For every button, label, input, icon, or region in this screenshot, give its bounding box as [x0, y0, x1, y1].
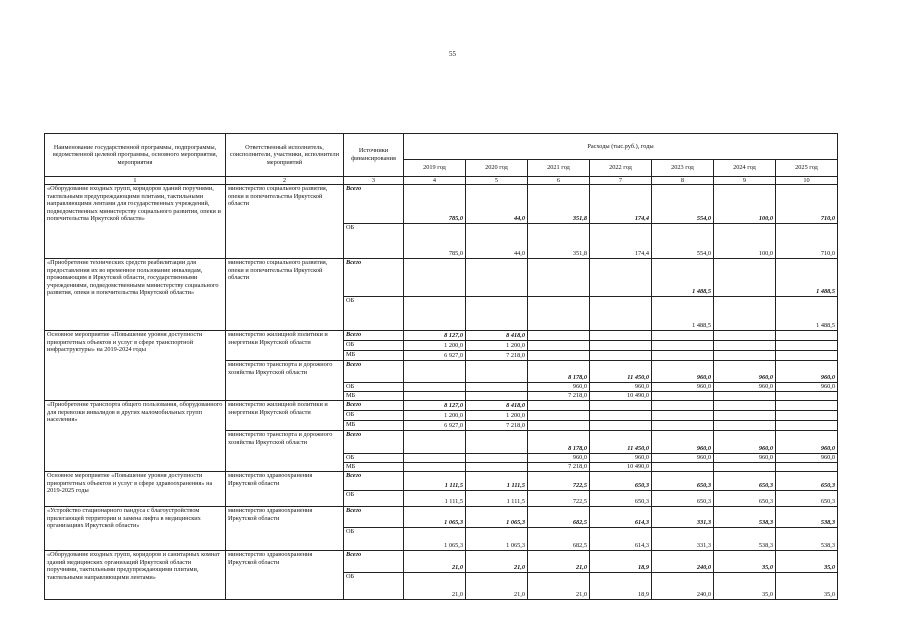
amount-cell — [776, 341, 838, 351]
funding-source: ОБ — [344, 528, 404, 551]
amount-cell — [466, 259, 528, 297]
header-year: 2020 год — [466, 160, 528, 177]
amount-cell — [404, 383, 466, 392]
amount-cell — [528, 351, 590, 361]
funding-source: Всего — [344, 472, 404, 491]
amount-cell — [466, 454, 528, 463]
funding-source: Всего — [344, 551, 404, 573]
amount-cell — [404, 297, 466, 331]
amount-cell — [776, 392, 838, 401]
amount-cell: 35,0 — [776, 573, 838, 600]
amount-cell: 960,0 — [776, 431, 838, 454]
amount-cell: 11 450,0 — [590, 431, 652, 454]
amount-cell: 960,0 — [714, 454, 776, 463]
funding-source: ОБ — [344, 341, 404, 351]
amount-cell: 650,3 — [776, 491, 838, 507]
amount-cell: 8 127,0 — [404, 401, 466, 411]
funding-source: ОБ — [344, 224, 404, 259]
funding-source: ОБ — [344, 454, 404, 463]
amount-cell: 100,0 — [714, 224, 776, 259]
funding-source: Всего — [344, 361, 404, 383]
amount-cell: 11 450,0 — [590, 361, 652, 383]
column-index: 3 — [344, 177, 404, 185]
amount-cell: 785,0 — [404, 185, 466, 224]
amount-cell: 960,0 — [528, 454, 590, 463]
amount-cell: 722,5 — [528, 472, 590, 491]
amount-cell — [714, 341, 776, 351]
column-index: 7 — [590, 177, 652, 185]
amount-cell — [466, 431, 528, 454]
amount-cell — [652, 411, 714, 421]
funding-source: Всего — [344, 331, 404, 341]
amount-cell — [590, 401, 652, 411]
header-source: Источники финансирования — [344, 134, 404, 177]
header-year: 2022 год — [590, 160, 652, 177]
amount-cell: 8 178,0 — [528, 431, 590, 454]
amount-cell: 21,0 — [466, 573, 528, 600]
amount-cell: 722,5 — [528, 491, 590, 507]
amount-cell: 21,0 — [404, 551, 466, 573]
header-executor: Ответственный исполнитель, соисполнители, участники, исполнители мероприятий — [226, 134, 344, 177]
amount-cell — [404, 463, 466, 472]
header-year: 2025 год — [776, 160, 838, 177]
amount-cell: 44,0 — [466, 224, 528, 259]
amount-cell: 1 488,5 — [652, 259, 714, 297]
amount-cell: 538,3 — [714, 507, 776, 528]
executor: министерство жилищной политики и энергетики Иркутской области — [226, 401, 344, 431]
amount-cell: 1 111,5 — [404, 491, 466, 507]
amount-cell: 1 111,5 — [404, 472, 466, 491]
amount-cell: 44,0 — [466, 185, 528, 224]
amount-cell: 682,5 — [528, 528, 590, 551]
amount-cell — [714, 392, 776, 401]
amount-cell: 538,3 — [776, 528, 838, 551]
amount-cell: 21,0 — [404, 573, 466, 600]
table-row — [45, 472, 838, 491]
amount-cell: 614,3 — [590, 507, 652, 528]
amount-cell: 682,5 — [528, 507, 590, 528]
amount-cell — [528, 297, 590, 331]
amount-cell: 650,3 — [652, 472, 714, 491]
amount-cell: 960,0 — [776, 383, 838, 392]
amount-cell: 650,3 — [714, 472, 776, 491]
amount-cell: 650,3 — [590, 491, 652, 507]
amount-cell: 7 218,0 — [466, 421, 528, 431]
amount-cell — [528, 421, 590, 431]
amount-cell — [466, 383, 528, 392]
amount-cell: 650,3 — [776, 472, 838, 491]
amount-cell: 10 490,0 — [590, 463, 652, 472]
amount-cell — [528, 401, 590, 411]
funding-source: ОБ — [344, 411, 404, 421]
column-index: 8 — [652, 177, 714, 185]
amount-cell — [590, 297, 652, 331]
column-index: 9 — [714, 177, 776, 185]
amount-cell — [776, 331, 838, 341]
amount-cell: 538,3 — [714, 528, 776, 551]
amount-cell: 8 127,0 — [404, 331, 466, 341]
amount-cell: 1 488,5 — [776, 259, 838, 297]
executor: министерство здравоохранения Иркутской области — [226, 507, 344, 551]
amount-cell: 8 418,0 — [466, 331, 528, 341]
amount-cell — [714, 351, 776, 361]
amount-cell — [404, 431, 466, 454]
amount-cell: 331,3 — [652, 507, 714, 528]
amount-cell: 174,4 — [590, 224, 652, 259]
executor: министерство здравоохранения Иркутской области — [226, 472, 344, 507]
amount-cell: 1 488,5 — [776, 297, 838, 331]
table-row — [45, 331, 838, 341]
amount-cell — [652, 341, 714, 351]
executor: министерство транспорта и дорожного хозяйства Иркутской области — [226, 431, 344, 472]
amount-cell: 960,0 — [590, 383, 652, 392]
amount-cell — [652, 463, 714, 472]
funding-source: МБ — [344, 392, 404, 401]
amount-cell — [528, 259, 590, 297]
amount-cell — [714, 331, 776, 341]
amount-cell: 614,3 — [590, 528, 652, 551]
funding-source: ОБ — [344, 573, 404, 600]
amount-cell — [466, 361, 528, 383]
amount-cell — [652, 421, 714, 431]
amount-cell: 35,0 — [714, 551, 776, 573]
funding-source: Всего — [344, 401, 404, 411]
amount-cell: 6 927,0 — [404, 421, 466, 431]
amount-cell: 7 218,0 — [528, 392, 590, 401]
amount-cell: 351,8 — [528, 185, 590, 224]
amount-cell: 331,3 — [652, 528, 714, 551]
amount-cell: 351,8 — [528, 224, 590, 259]
amount-cell: 538,3 — [776, 507, 838, 528]
header-year: 2023 год — [652, 160, 714, 177]
executor: министерство жилищной политики и энергетики Иркутской области — [226, 331, 344, 361]
amount-cell: 710,0 — [776, 185, 838, 224]
amount-cell: 240,0 — [652, 573, 714, 600]
funding-source: ОБ — [344, 297, 404, 331]
table-row — [45, 185, 838, 224]
amount-cell — [714, 297, 776, 331]
funding-source: Всего — [344, 185, 404, 224]
amount-cell — [466, 463, 528, 472]
amount-cell — [404, 392, 466, 401]
amount-cell — [714, 463, 776, 472]
amount-cell — [528, 411, 590, 421]
column-index: 5 — [466, 177, 528, 185]
header-year: 2024 год — [714, 160, 776, 177]
column-index: 1 — [45, 177, 226, 185]
amount-cell: 960,0 — [528, 383, 590, 392]
amount-cell — [590, 331, 652, 341]
amount-cell: 21,0 — [466, 551, 528, 573]
amount-cell: 1 111,5 — [466, 491, 528, 507]
table-row — [45, 507, 838, 528]
amount-cell: 554,0 — [652, 224, 714, 259]
amount-cell — [714, 259, 776, 297]
executor: министерство здравоохранения Иркутской области — [226, 551, 344, 600]
amount-cell: 960,0 — [714, 361, 776, 383]
amount-cell: 785,0 — [404, 224, 466, 259]
header-costs: Расходы (тыс.руб.), годы — [404, 134, 838, 160]
amount-cell: 7 218,0 — [466, 351, 528, 361]
amount-cell: 1 488,5 — [652, 297, 714, 331]
amount-cell: 1 065,3 — [404, 528, 466, 551]
page-number: 55 — [449, 50, 456, 58]
amount-cell — [776, 401, 838, 411]
amount-cell: 650,3 — [652, 491, 714, 507]
funding-source: МБ — [344, 463, 404, 472]
amount-cell: 35,0 — [776, 551, 838, 573]
amount-cell — [528, 331, 590, 341]
amount-cell — [466, 297, 528, 331]
activity-name: «Приобретение технических средств реабилитации для предоставления их во временное пользование инвалидам, проживающим в Иркутской области, государственными учреждениями, подведомственными министерству социального развития, опеки и попечительства Иркутской области» — [45, 259, 226, 331]
funding-source: МБ — [344, 351, 404, 361]
amount-cell: 650,3 — [590, 472, 652, 491]
amount-cell: 1 065,3 — [466, 528, 528, 551]
amount-cell: 7 218,0 — [528, 463, 590, 472]
amount-cell: 8 178,0 — [528, 361, 590, 383]
amount-cell — [404, 454, 466, 463]
activity-name: «Оборудование входных групп, коридоров зданий поручнями, тактильными предупреждающими плитами, тактильными направляющими лентами для государственных учреждений, подведомственных министерству социального развития, опеки и попечительства Иркутской области» — [45, 185, 226, 259]
executor: министерство транспорта и дорожного хозяйства Иркутской области — [226, 361, 344, 401]
amount-cell: 100,0 — [714, 185, 776, 224]
column-index: 10 — [776, 177, 838, 185]
amount-cell: 1 200,0 — [404, 341, 466, 351]
amount-cell — [776, 351, 838, 361]
funding-source: Всего — [344, 259, 404, 297]
header-year: 2019 год — [404, 160, 466, 177]
amount-cell: 8 418,0 — [466, 401, 528, 411]
amount-cell — [776, 411, 838, 421]
header-name: Наименование государственной программы, подпрограммы, ведомственной целевой программы, основного мероприятия, мероприятия — [45, 134, 226, 177]
amount-cell — [590, 421, 652, 431]
amount-cell: 960,0 — [652, 454, 714, 463]
amount-cell: 960,0 — [714, 383, 776, 392]
amount-cell: 1 065,3 — [404, 507, 466, 528]
amount-cell: 174,4 — [590, 185, 652, 224]
amount-cell — [590, 341, 652, 351]
amount-cell — [404, 361, 466, 383]
amount-cell — [466, 392, 528, 401]
amount-cell: 18,9 — [590, 551, 652, 573]
amount-cell: 21,0 — [528, 573, 590, 600]
column-index: 6 — [528, 177, 590, 185]
amount-cell: 1 200,0 — [466, 341, 528, 351]
amount-cell: 1 200,0 — [404, 411, 466, 421]
amount-cell: 18,9 — [590, 573, 652, 600]
funding-source: МБ — [344, 421, 404, 431]
amount-cell — [776, 421, 838, 431]
amount-cell — [652, 401, 714, 411]
amount-cell — [590, 351, 652, 361]
amount-cell — [714, 421, 776, 431]
amount-cell: 960,0 — [652, 383, 714, 392]
table-row — [45, 259, 838, 297]
amount-cell — [404, 259, 466, 297]
amount-cell: 710,0 — [776, 224, 838, 259]
amount-cell: 35,0 — [714, 573, 776, 600]
amount-cell: 554,0 — [652, 185, 714, 224]
amount-cell — [714, 411, 776, 421]
funding-source: Всего — [344, 431, 404, 454]
amount-cell — [528, 341, 590, 351]
amount-cell — [590, 411, 652, 421]
column-index: 2 — [226, 177, 344, 185]
column-index: 4 — [404, 177, 466, 185]
executor: министерство социального развития, опеки и попечительства Иркутской области — [226, 185, 344, 259]
amount-cell: 1 065,3 — [466, 507, 528, 528]
amount-cell: 960,0 — [714, 431, 776, 454]
header-year: 2021 год — [528, 160, 590, 177]
amount-cell — [652, 331, 714, 341]
amount-cell: 960,0 — [590, 454, 652, 463]
activity-name: «Приобретение транспорта общего пользования, оборудованного для перевозки инвалидов и других маломобильных групп населения» — [45, 401, 226, 472]
amount-cell: 1 200,0 — [466, 411, 528, 421]
amount-cell: 960,0 — [652, 431, 714, 454]
amount-cell: 960,0 — [652, 361, 714, 383]
amount-cell: 10 490,0 — [590, 392, 652, 401]
amount-cell: 21,0 — [528, 551, 590, 573]
amount-cell: 240,0 — [652, 551, 714, 573]
executor: министерство социального развития, опеки и попечительства Иркутской области — [226, 259, 344, 331]
amount-cell — [590, 259, 652, 297]
activity-name: «Устройство стационарного пандуса с благоустройством прилегающей территории и замена лифта в медицинских организациях Иркутской области» — [45, 507, 226, 551]
amount-cell: 1 111,5 — [466, 472, 528, 491]
funding-source: ОБ — [344, 383, 404, 392]
amount-cell: 960,0 — [776, 454, 838, 463]
amount-cell — [776, 463, 838, 472]
activity-name: Основное мероприятие «Повышение уровня доступности приоритетных объектов и услуг в сфере здравоохранения» на 2019-2025 годы — [45, 472, 226, 507]
table-row — [45, 401, 838, 411]
amount-cell: 650,3 — [714, 491, 776, 507]
activity-name: «Оборудование входных групп, коридоров и санитарных комнат зданий медицинских организаций Иркутской области поручнями, тактильными предупреждающими плитами, тактильными направляющими лентами» — [45, 551, 226, 600]
activity-name: Основное мероприятие «Повышение уровня доступности приоритетных объектов и услуг в сфере транспортной инфраструктуры» на 2019-2024 годы — [45, 331, 226, 401]
funding-source: Всего — [344, 507, 404, 528]
amount-cell — [652, 392, 714, 401]
amount-cell: 960,0 — [776, 361, 838, 383]
funding-source: ОБ — [344, 491, 404, 507]
amount-cell — [714, 401, 776, 411]
amount-cell — [652, 351, 714, 361]
table-row — [45, 551, 838, 573]
expenses-table — [44, 133, 838, 600]
amount-cell: 6 927,0 — [404, 351, 466, 361]
